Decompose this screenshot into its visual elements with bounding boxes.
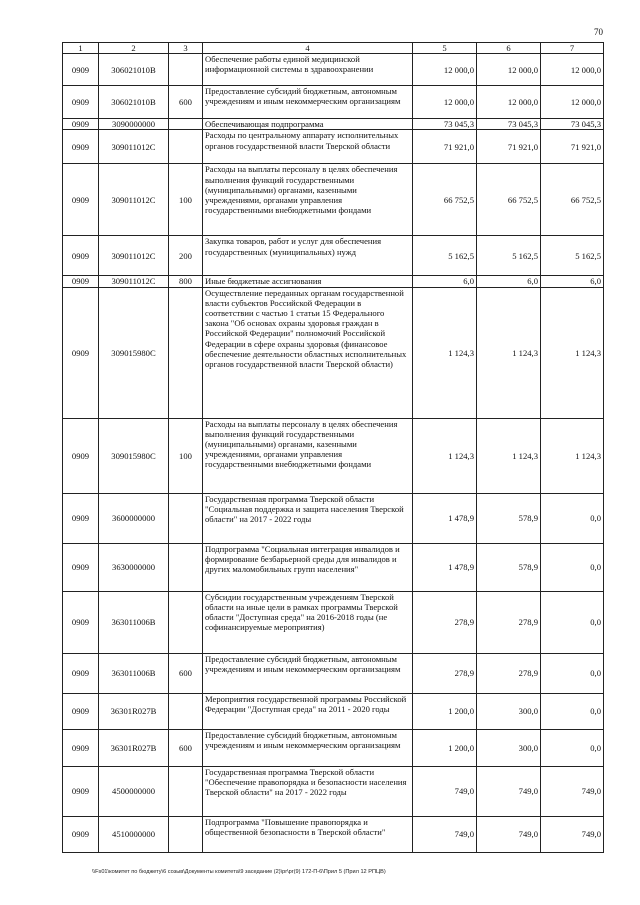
amount-year-2: 278,9 [477, 653, 541, 693]
expense-type-code: 200 [169, 236, 203, 276]
amount-year-2: 300,0 [477, 729, 541, 766]
page-number: 70 [594, 27, 603, 37]
table-row [63, 236, 604, 276]
row-description: Мероприятия государственной программы Российской Федерации "Доступная среда" на 2011 - 2020 годы [203, 693, 413, 729]
table-row [63, 653, 604, 693]
target-article-code: 3090000000 [99, 119, 169, 130]
column-header: 4 [203, 43, 413, 54]
row-description: Подпрограмма "Социальная интеграция инвалидов и формирование безбарьерной среды для инвалидов и других маломобильных групп населения" [203, 543, 413, 591]
amount-year-2: 66 752,5 [477, 164, 541, 236]
expense-type-code [169, 130, 203, 164]
column-header: 7 [541, 43, 604, 54]
table-row [63, 493, 604, 543]
expense-type-code [169, 119, 203, 130]
row-description: Закупка товаров, работ и услуг для обеспечения государственных (муниципальных) нужд [203, 236, 413, 276]
section-code: 0909 [63, 653, 99, 693]
expense-type-code: 100 [169, 418, 203, 493]
target-article-code: 4510000000 [99, 816, 169, 852]
target-article-code: 4500000000 [99, 766, 169, 816]
section-code: 0909 [63, 493, 99, 543]
table-row [63, 543, 604, 591]
expense-type-code: 600 [169, 86, 203, 119]
amount-year-1: 278,9 [413, 591, 477, 653]
column-header: 1 [63, 43, 99, 54]
amount-year-2: 749,0 [477, 816, 541, 852]
amount-year-1: 1 478,9 [413, 493, 477, 543]
row-description: Расходы на выплаты персоналу в целях обеспечения выполнения функций государственными (муниципальными) органами, казенными учреждениями, органами управления государственными внебюджетными фондами [203, 164, 413, 236]
expense-type-code: 100 [169, 164, 203, 236]
row-description: Иные бюджетные ассигнования [203, 276, 413, 287]
expense-type-code [169, 591, 203, 653]
target-article-code: 3600000000 [99, 493, 169, 543]
amount-year-2: 5 162,5 [477, 236, 541, 276]
amount-year-2: 6,0 [477, 276, 541, 287]
amount-year-2: 300,0 [477, 693, 541, 729]
amount-year-1: 6,0 [413, 276, 477, 287]
row-description: Осуществление переданных органам государственной власти субъектов Российской Федерации в соответствии с частью 1 статьи 15 Федерального закона "Об основах охраны здоровья граждан в Российской Федерации" полномочий Российской Федерации в сфере охраны здоровья (финансовое обеспечение деятельности областных исполнительных органов государственной власти Тверской области) [203, 287, 413, 418]
amount-year-3: 12 000,0 [541, 86, 604, 119]
column-header: 5 [413, 43, 477, 54]
expense-type-code [169, 766, 203, 816]
table-row [63, 287, 604, 418]
expense-type-code [169, 493, 203, 543]
section-code: 0909 [63, 418, 99, 493]
amount-year-3: 1 124,3 [541, 418, 604, 493]
target-article-code: 309011012C [99, 164, 169, 236]
section-code: 0909 [63, 729, 99, 766]
amount-year-3: 6,0 [541, 276, 604, 287]
expense-type-code: 800 [169, 276, 203, 287]
amount-year-3: 73 045,3 [541, 119, 604, 130]
amount-year-3: 749,0 [541, 816, 604, 852]
table-row [63, 164, 604, 236]
expense-type-code [169, 693, 203, 729]
amount-year-1: 749,0 [413, 766, 477, 816]
amount-year-3: 66 752,5 [541, 164, 604, 236]
row-description: Государственная программа Тверской области "Социальная поддержка и защита населения Тверской области" на 2017 - 2022 годы [203, 493, 413, 543]
amount-year-1: 1 200,0 [413, 693, 477, 729]
amount-year-2: 1 124,3 [477, 287, 541, 418]
amount-year-2: 578,9 [477, 493, 541, 543]
amount-year-1: 5 162,5 [413, 236, 477, 276]
table-row [63, 130, 604, 164]
section-code: 0909 [63, 54, 99, 86]
section-code: 0909 [63, 287, 99, 418]
file-path-footer: \\Fs01\комитет по бюджету\6 созыв\Документы комитета\9 заседание (2)\pr\pr(9) 172-П-6\Прил 5 (Прил 12 РПЦВ) [92, 869, 386, 875]
section-code: 0909 [63, 86, 99, 119]
amount-year-2: 71 921,0 [477, 130, 541, 164]
row-description: Расходы на выплаты персоналу в целях обеспечения выполнения функций государственными (муниципальными) органами, казенными учреждениями, органами управления государственными внебюджетными фондами [203, 418, 413, 493]
target-article-code: 309011012C [99, 276, 169, 287]
amount-year-1: 73 045,3 [413, 119, 477, 130]
target-article-code: 309015980C [99, 287, 169, 418]
row-description: Предоставление субсидий бюджетным, автономным учреждениям и иным некоммерческим организациям [203, 653, 413, 693]
amount-year-1: 1 124,3 [413, 418, 477, 493]
amount-year-3: 749,0 [541, 766, 604, 816]
expense-type-code: 600 [169, 653, 203, 693]
section-code: 0909 [63, 543, 99, 591]
target-article-code: 309015980C [99, 418, 169, 493]
row-description: Государственная программа Тверской области "Обеспечение правопорядка и безопасности населения Тверской области" на 2017 - 2022 годы [203, 766, 413, 816]
amount-year-1: 71 921,0 [413, 130, 477, 164]
amount-year-2: 749,0 [477, 766, 541, 816]
amount-year-2: 73 045,3 [477, 119, 541, 130]
table-header-row [63, 43, 604, 54]
section-code: 0909 [63, 591, 99, 653]
table-row [63, 729, 604, 766]
amount-year-1: 278,9 [413, 653, 477, 693]
column-header: 6 [477, 43, 541, 54]
row-description: Субсидии государственным учреждениям Тверской области на иные цели в рамках программы Тверской области "Доступная среда" на 2016-2018 годы (не софинансируемые мероприятия) [203, 591, 413, 653]
amount-year-3: 5 162,5 [541, 236, 604, 276]
target-article-code: 306021010B [99, 86, 169, 119]
section-code: 0909 [63, 766, 99, 816]
amount-year-3: 0,0 [541, 493, 604, 543]
amount-year-2: 12 000,0 [477, 54, 541, 86]
amount-year-1: 1 200,0 [413, 729, 477, 766]
amount-year-2: 1 124,3 [477, 418, 541, 493]
amount-year-3: 0,0 [541, 543, 604, 591]
column-header: 3 [169, 43, 203, 54]
row-description: Расходы по центральному аппарату исполнительных органов государственной власти Тверской области [203, 130, 413, 164]
amount-year-3: 0,0 [541, 591, 604, 653]
amount-year-3: 1 124,3 [541, 287, 604, 418]
table-row [63, 766, 604, 816]
row-description: Предоставление субсидий бюджетным, автономным учреждениям и иным некоммерческим организациям [203, 729, 413, 766]
amount-year-1: 12 000,0 [413, 86, 477, 119]
budget-table [62, 42, 604, 853]
table-row [63, 86, 604, 119]
row-description: Обеспечение работы единой медицинской информационной системы в здравоохранении [203, 54, 413, 86]
section-code: 0909 [63, 164, 99, 236]
expense-type-code: 600 [169, 729, 203, 766]
column-header: 2 [99, 43, 169, 54]
table-row [63, 693, 604, 729]
expense-type-code [169, 54, 203, 86]
row-description: Предоставление субсидий бюджетным, автономным учреждениям и иным некоммерческим организациям [203, 86, 413, 119]
expense-type-code [169, 543, 203, 591]
amount-year-3: 0,0 [541, 653, 604, 693]
amount-year-3: 71 921,0 [541, 130, 604, 164]
amount-year-3: 0,0 [541, 729, 604, 766]
target-article-code: 363011006B [99, 653, 169, 693]
target-article-code: 3630000000 [99, 543, 169, 591]
target-article-code: 309011012C [99, 236, 169, 276]
row-description: Обеспечивающая подпрограмма [203, 119, 413, 130]
section-code: 0909 [63, 130, 99, 164]
row-description: Подпрограмма "Повышение правопорядка и общественной безопасности в Тверской области" [203, 816, 413, 852]
amount-year-1: 1 124,3 [413, 287, 477, 418]
amount-year-1: 66 752,5 [413, 164, 477, 236]
amount-year-2: 578,9 [477, 543, 541, 591]
amount-year-2: 12 000,0 [477, 86, 541, 119]
expense-type-code [169, 816, 203, 852]
target-article-code: 363011006B [99, 591, 169, 653]
table-row [63, 54, 604, 86]
table-row [63, 816, 604, 852]
amount-year-1: 749,0 [413, 816, 477, 852]
amount-year-3: 12 000,0 [541, 54, 604, 86]
target-article-code: 306021010B [99, 54, 169, 86]
amount-year-1: 1 478,9 [413, 543, 477, 591]
table-row [63, 418, 604, 493]
target-article-code: 36301R027B [99, 693, 169, 729]
expense-type-code [169, 287, 203, 418]
section-code: 0909 [63, 236, 99, 276]
amount-year-2: 278,9 [477, 591, 541, 653]
amount-year-3: 0,0 [541, 693, 604, 729]
table-row [63, 119, 604, 130]
section-code: 0909 [63, 816, 99, 852]
section-code: 0909 [63, 119, 99, 130]
target-article-code: 36301R027B [99, 729, 169, 766]
table-row [63, 276, 604, 287]
section-code: 0909 [63, 693, 99, 729]
target-article-code: 309011012C [99, 130, 169, 164]
amount-year-1: 12 000,0 [413, 54, 477, 86]
table-row [63, 591, 604, 653]
section-code: 0909 [63, 276, 99, 287]
